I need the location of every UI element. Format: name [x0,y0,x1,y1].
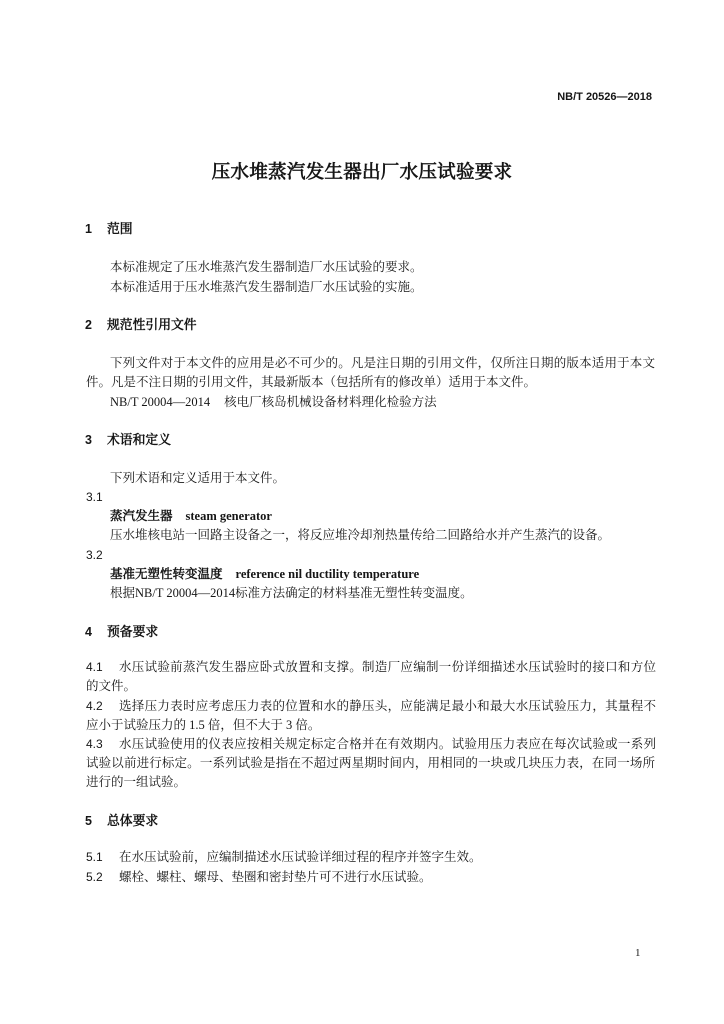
reference-code: NB/T 20004—2014 [110,395,211,409]
term-english: steam generator [185,509,272,523]
clause-number: 4.3 [86,737,103,751]
page-number: 1 [635,947,641,959]
section-title: 总体要求 [107,813,159,828]
standard-code-header: NB/T 20526—2018 [557,91,652,103]
section-number: 3 [85,433,92,447]
term-definition: 压水堆核电站一回路主设备之一，将反应堆冷却剂热量传给二回路给水并产生蒸汽的设备。 [110,528,611,542]
clause-number: 4.2 [86,699,103,713]
paragraph-line: 下列文件对于本文件的应用是必不可少的。凡是注日期的引用文件，仅所注日期的版本适用于本文 [110,356,655,370]
clause-number: 5.2 [86,870,103,884]
term-heading [110,566,419,582]
section-number: 5 [85,814,92,828]
paragraph: 本标准适用于压水堆蒸汽发生器制造厂水压试验的实施。 [110,280,423,294]
reference-title: 核电厂核岛机械设备材料理化检验方法 [224,395,437,409]
clause-line: 进行的一组试验。 [86,775,187,789]
paragraph-line: 件。凡是不注日期的引用文件，其最新版本（包括所有的修改单）适用于本文件。 [86,375,537,389]
section-title: 范围 [107,221,133,236]
clause-number: 4.1 [86,660,103,674]
clause-line: 试验以前进行标定。一系列试验是指在不超过两星期时间内，用相同的一块或几块压力表，在同一场所 [86,756,655,770]
term-chinese: 蒸汽发生器 [110,509,173,523]
term-number: 3.1 [86,490,103,504]
section-number: 2 [85,318,92,332]
section-title: 预备要求 [107,624,159,639]
section-title: 规范性引用文件 [107,317,197,332]
paragraph: 下列术语和定义适用于本文件。 [110,471,286,485]
section-number: 4 [85,625,92,639]
clause-number: 5.1 [86,850,103,864]
term-definition: 根据NB/T 20004—2014标准方法确定的材料基准无塑性转变温度。 [110,586,473,600]
reference-entry [110,394,437,410]
clause-line: 应小于试验压力的 1.5 倍，但不大于 3 倍。 [86,718,321,732]
clause-line: 的文件。 [86,679,137,693]
clause-line: 在水压试验前，应编制描述水压试验详细过程的程序并签字生效。 [119,850,482,864]
term-number: 3.2 [86,548,103,562]
section-number: 1 [85,222,92,236]
clause-line: 水压试验使用的仪表应按相关规定标定合格并在有效期内。试验用压力表应在每次试验或一系列 [119,737,656,751]
clause-line: 水压试验前蒸汽发生器应卧式放置和支撑。制造厂应编制一份详细描述水压试验时的接口和方位 [119,660,656,674]
term-chinese: 基准无塑性转变温度 [110,567,223,581]
clause-line: 选择压力表时应考虑压力表的位置和水的静压头，应能满足最小和最大水压试验压力，其量程不 [119,699,656,713]
paragraph: 本标准规定了压水堆蒸汽发生器制造厂水压试验的要求。 [110,260,423,274]
section-title: 术语和定义 [107,432,171,447]
clause-line: 螺栓、螺柱、螺母、垫圈和密封垫片可不进行水压试验。 [119,870,432,884]
term-heading [110,508,272,524]
term-english: reference nil ductility temperature [235,567,420,581]
document-title: 压水堆蒸汽发生器出厂水压试验要求 [211,161,513,182]
